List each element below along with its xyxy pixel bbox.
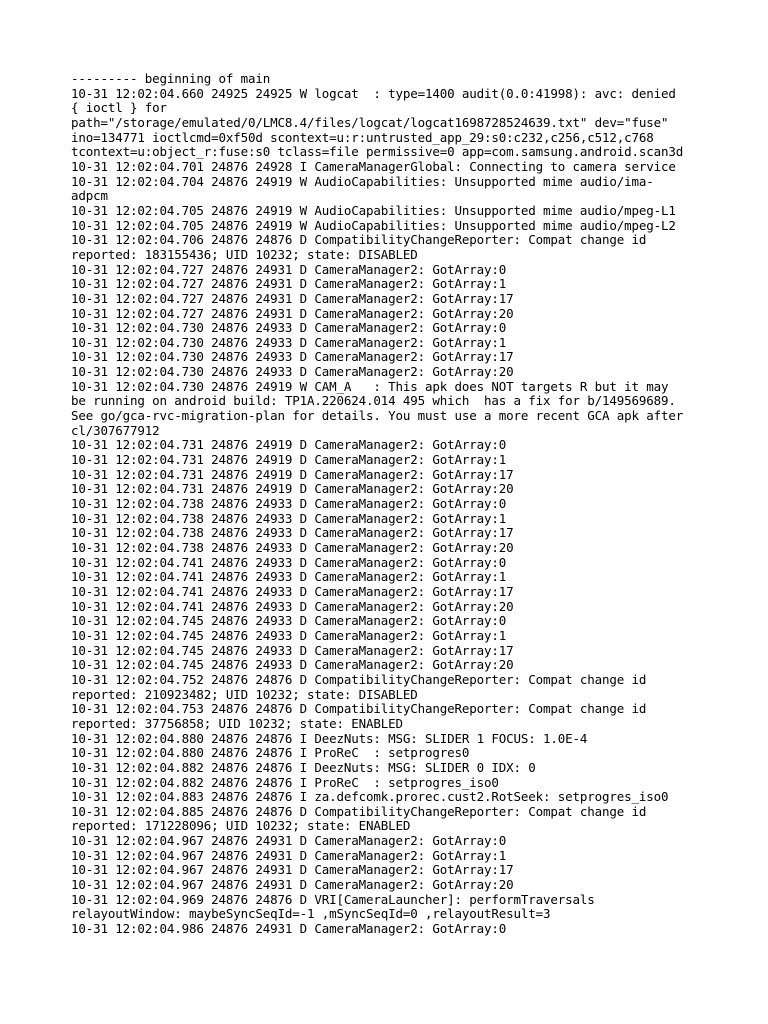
log-line: 10-31 12:02:04.727 24876 24931 D CameraManager2: GotArray:1 (71, 276, 507, 292)
log-line: be running on android build: TP1A.220624.014 495 which has a fix for b/149569689. (71, 393, 676, 409)
log-line: 10-31 12:02:04.730 24876 24933 D CameraManager2: GotArray:0 (71, 320, 507, 336)
log-line: 10-31 12:02:04.741 24876 24933 D CameraManager2: GotArray:1 (71, 569, 507, 585)
log-line: 10-31 12:02:04.745 24876 24933 D CameraManager2: GotArray:17 (71, 642, 514, 658)
log-line: 10-31 12:02:04.701 24876 24928 I CameraManagerGlobal: Connecting to camera service (71, 158, 676, 174)
log-line: adpcm (71, 188, 108, 204)
log-line: 10-31 12:02:04.727 24876 24931 D CameraManager2: GotArray:17 (71, 290, 514, 306)
log-line: 10-31 12:02:04.880 24876 24876 I DeezNuts: MSG: SLIDER 1 FOCUS: 1.0E-4 (71, 730, 588, 746)
log-line: 10-31 12:02:04.730 24876 24933 D CameraManager2: GotArray:1 (71, 334, 507, 350)
log-line: 10-31 12:02:04.752 24876 24876 D CompatibilityChangeReporter: Compat change id (71, 671, 647, 687)
log-line: 10-31 12:02:04.731 24876 24919 D CameraManager2: GotArray:1 (71, 452, 507, 468)
log-line: 10-31 12:02:04.738 24876 24933 D CameraManager2: GotArray:0 (71, 496, 507, 512)
log-line: reported: 183155436; UID 10232; state: DISABLED (71, 246, 418, 262)
log-line: 10-31 12:02:04.986 24876 24931 D CameraManager2: GotArray:0 (71, 921, 507, 937)
log-line: 10-31 12:02:04.741 24876 24933 D CameraManager2: GotArray:20 (71, 598, 514, 614)
log-line: 10-31 12:02:04.731 24876 24919 D CameraManager2: GotArray:0 (71, 437, 507, 453)
log-line: See go/gca-rvc-migration-plan for details. You must use a more recent GCA apk after (71, 408, 684, 424)
log-line: 10-31 12:02:04.731 24876 24919 D CameraManager2: GotArray:17 (71, 466, 514, 482)
log-line: tcontext=u:object_r:fuse:s0 tclass=file permissive=0 app=com.samsung.android.scan3d (71, 144, 684, 160)
log-line: 10-31 12:02:04.731 24876 24919 D CameraManager2: GotArray:20 (71, 481, 514, 497)
log-line: 10-31 12:02:04.745 24876 24933 D CameraManager2: GotArray:20 (71, 657, 514, 673)
log-line: 10-31 12:02:04.967 24876 24931 D CameraManager2: GotArray:0 (71, 833, 507, 849)
log-line: cl/307677912 (71, 422, 160, 438)
log-document (71, 72, 711, 937)
log-line: 10-31 12:02:04.753 24876 24876 D CompatibilityChangeReporter: Compat change id (71, 701, 647, 717)
log-line: { ioctl } for (71, 100, 167, 116)
log-line: relayoutWindow: maybeSyncSeqId=-1 ,mSyncSeqId=0 ,relayoutResult=3 (71, 906, 551, 922)
log-line: reported: 171228096; UID 10232; state: ENABLED (71, 818, 411, 834)
log-line: path="/storage/emulated/0/LMC8.4/files/logcat/logcat1698728524639.txt" dev="fuse" (71, 114, 669, 130)
log-line: 10-31 12:02:04.967 24876 24931 D CameraManager2: GotArray:17 (71, 862, 514, 878)
log-line: 10-31 12:02:04.880 24876 24876 I ProReC : setprogres0 (71, 745, 470, 761)
log-line: 10-31 12:02:04.967 24876 24931 D CameraManager2: GotArray:1 (71, 847, 507, 863)
log-line: 10-31 12:02:04.727 24876 24931 D CameraManager2: GotArray:20 (71, 305, 514, 321)
log-line: 10-31 12:02:04.967 24876 24931 D CameraManager2: GotArray:20 (71, 877, 514, 893)
log-line: 10-31 12:02:04.745 24876 24933 D CameraManager2: GotArray:1 (71, 627, 507, 643)
log-line: reported: 210923482; UID 10232; state: DISABLED (71, 686, 418, 702)
log-line: 10-31 12:02:04.738 24876 24933 D CameraManager2: GotArray:1 (71, 510, 507, 526)
log-line: 10-31 12:02:04.738 24876 24933 D CameraManager2: GotArray:17 (71, 525, 514, 541)
log-line: 10-31 12:02:04.730 24876 24933 D CameraManager2: GotArray:20 (71, 364, 514, 380)
log-line: 10-31 12:02:04.741 24876 24933 D CameraManager2: GotArray:0 (71, 554, 507, 570)
log-line: 10-31 12:02:04.705 24876 24919 W AudioCapabilities: Unsupported mime audio/mpeg-L2 (71, 217, 676, 233)
log-line: 10-31 12:02:04.969 24876 24876 D VRI[CameraLauncher]: performTraversals (71, 891, 595, 907)
log-header-line: --------- beginning of main (71, 71, 271, 86)
log-line: 10-31 12:02:04.885 24876 24876 D CompatibilityChangeReporter: Compat change id (71, 803, 647, 819)
log-line: 10-31 12:02:04.882 24876 24876 I ProReC : setprogres_iso0 (71, 774, 499, 790)
log-line: reported: 37756858; UID 10232; state: ENABLED (71, 715, 403, 731)
log-line: 10-31 12:02:04.727 24876 24931 D CameraManager2: GotArray:0 (71, 261, 507, 277)
log-line: 10-31 12:02:04.745 24876 24933 D CameraManager2: GotArray:0 (71, 613, 507, 629)
log-line: 10-31 12:02:04.882 24876 24876 I DeezNuts: MSG: SLIDER 0 IDX: 0 (71, 759, 536, 775)
log-line: 10-31 12:02:04.660 24925 24925 W logcat : type=1400 audit(0.0:41998): avc: denied (71, 85, 676, 101)
log-line: 10-31 12:02:04.730 24876 24919 W CAM_A : This apk does NOT targets R but it may (71, 378, 669, 394)
log-line: 10-31 12:02:04.741 24876 24933 D CameraManager2: GotArray:17 (71, 583, 514, 599)
log-line: 10-31 12:02:04.706 24876 24876 D CompatibilityChangeReporter: Compat change id (71, 232, 647, 248)
log-line: ino=134771 ioctlcmd=0xf50d scontext=u:r:untrusted_app_29:s0:c232,c256,c512,c768 (71, 129, 654, 145)
log-line: 10-31 12:02:04.705 24876 24919 W AudioCapabilities: Unsupported mime audio/mpeg-L1 (71, 202, 676, 218)
log-line: 10-31 12:02:04.704 24876 24919 W AudioCapabilities: Unsupported mime audio/ima- (71, 173, 654, 189)
log-line: 10-31 12:02:04.738 24876 24933 D CameraManager2: GotArray:20 (71, 540, 514, 555)
log-line: 10-31 12:02:04.883 24876 24876 I za.defcomk.prorec.cust2.RotSeek: setprogres_iso0 (71, 789, 669, 805)
log-line: 10-31 12:02:04.730 24876 24933 D CameraManager2: GotArray:17 (71, 349, 514, 365)
